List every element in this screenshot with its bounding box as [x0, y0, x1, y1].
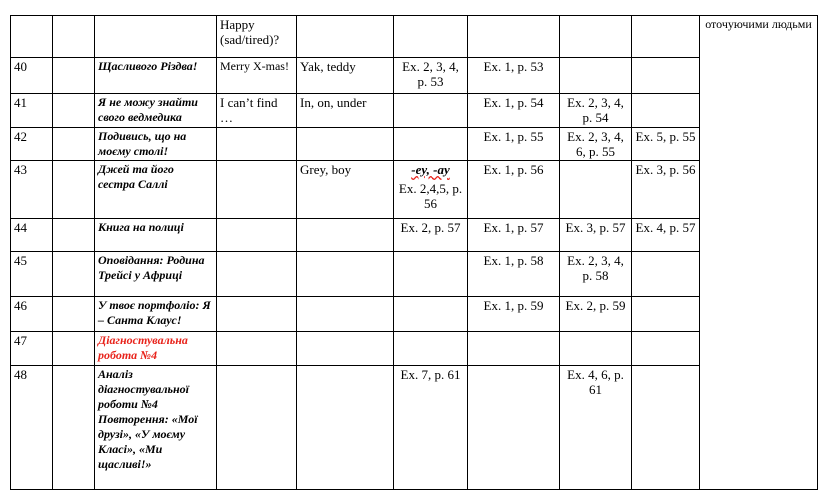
vocab-cell — [217, 128, 297, 161]
exercise-cell: Ex. 2, 3, 4, p. 54 — [560, 94, 632, 128]
table-cell — [95, 16, 217, 58]
words-cell: In, on, under — [297, 94, 394, 128]
lesson-topic: Аналіз діагностувальної роботи №4 Повторення: «Мої друзі», «У моєму Класі», «Ми щасливі!» — [95, 366, 217, 490]
table-row — [11, 366, 818, 490]
vocab-cell: I can’t find … — [217, 94, 297, 128]
table-row — [11, 58, 818, 94]
exercise-cell — [394, 94, 468, 128]
exercise-cell — [632, 94, 700, 128]
vocab-cell — [217, 332, 297, 366]
exercise-cell: Ex. 2, 3, 4, p. 58 — [560, 252, 632, 297]
lesson-topic: Оповідання: Родина Трейсі у Африці — [95, 252, 217, 297]
exercise-cell: Ex. 1, p. 57 — [468, 219, 560, 252]
exercise-cell — [394, 297, 468, 332]
lesson-topic: Я не можу знайти свого ведмедика — [95, 94, 217, 128]
table-cell — [53, 128, 95, 161]
lesson-number: 40 — [11, 58, 53, 94]
vocab-cell — [217, 219, 297, 252]
table-row — [11, 16, 818, 58]
exercise-cell — [632, 297, 700, 332]
table-cell — [53, 297, 95, 332]
exercise-cell: Ex. 1, p. 53 — [468, 58, 560, 94]
exercise-cell — [468, 366, 560, 490]
table-cell — [53, 219, 95, 252]
table-cell — [53, 16, 95, 58]
table-cell — [468, 16, 560, 58]
last-column-cell: оточуючими людьми — [700, 16, 818, 490]
exercise-cell: Ex. 1, p. 59 — [468, 297, 560, 332]
lesson-topic: У твоє портфоліо: Я – Санта Клаус! — [95, 297, 217, 332]
vocab-cell: Merry X-mas! — [217, 58, 297, 94]
table-cell — [11, 16, 53, 58]
lesson-plan-table — [10, 15, 818, 490]
table-row — [11, 252, 818, 297]
table-cell — [53, 332, 95, 366]
exercise-text: Ex. 2,4,5, p. 56 — [398, 181, 463, 211]
table-row — [11, 332, 818, 366]
vocab-cell: Happy (sad/tired)? — [217, 16, 297, 58]
table-cell — [53, 94, 95, 128]
exercise-cell — [560, 161, 632, 219]
lesson-topic: Щасливого Різдва! — [95, 58, 217, 94]
exercise-cell — [394, 161, 468, 219]
table-cell — [394, 16, 468, 58]
exercise-cell: Ex. 4, p. 57 — [632, 219, 700, 252]
exercise-cell: Ex. 2, 3, 4, 6, p. 55 — [560, 128, 632, 161]
lesson-number: 43 — [11, 161, 53, 219]
vocab-cell — [217, 297, 297, 332]
words-cell: Grey, boy — [297, 161, 394, 219]
lesson-number: 44 — [11, 219, 53, 252]
exercise-cell: Ex. 2, p. 57 — [394, 219, 468, 252]
exercise-cell — [394, 332, 468, 366]
table-row — [11, 297, 818, 332]
exercise-cell: Ex. 1, p. 56 — [468, 161, 560, 219]
words-cell — [297, 128, 394, 161]
lesson-number: 41 — [11, 94, 53, 128]
exercise-cell — [560, 58, 632, 94]
exercise-cell: Ex. 5, p. 55 — [632, 128, 700, 161]
lesson-topic: Подивись, що на моєму столі! — [95, 128, 217, 161]
exercise-cell: Ex. 1, p. 54 — [468, 94, 560, 128]
exercise-cell — [632, 332, 700, 366]
words-cell — [297, 219, 394, 252]
lesson-topic: Джей та його сестра Саллі — [95, 161, 217, 219]
exercise-cell — [632, 366, 700, 490]
vocab-cell — [217, 252, 297, 297]
table-cell — [53, 252, 95, 297]
exercise-cell: Ex. 2, p. 59 — [560, 297, 632, 332]
table-cell — [53, 161, 95, 219]
exercise-cell: Ex. 2, 3, 4, p. 53 — [394, 58, 468, 94]
sound-combination: -ey, -ay — [411, 162, 450, 177]
exercise-cell — [560, 332, 632, 366]
exercise-cell — [394, 128, 468, 161]
exercise-cell: Ex. 3, p. 56 — [632, 161, 700, 219]
exercise-cell: Ex. 3, p. 57 — [560, 219, 632, 252]
table-cell — [53, 58, 95, 94]
words-cell: Yak, teddy — [297, 58, 394, 94]
lesson-number: 47 — [11, 332, 53, 366]
exercise-cell — [632, 58, 700, 94]
table-cell — [632, 16, 700, 58]
table-cell — [297, 16, 394, 58]
table-row — [11, 128, 818, 161]
table-row — [11, 161, 818, 219]
words-cell — [297, 297, 394, 332]
lesson-number: 45 — [11, 252, 53, 297]
exercise-cell: Ex. 7, p. 61 — [394, 366, 468, 490]
lesson-number: 48 — [11, 366, 53, 490]
vocab-cell — [217, 161, 297, 219]
lesson-number: 42 — [11, 128, 53, 161]
vocab-cell — [217, 366, 297, 490]
exercise-cell — [632, 252, 700, 297]
lesson-number: 46 — [11, 297, 53, 332]
table-cell — [53, 366, 95, 490]
table-row — [11, 94, 818, 128]
exercise-cell: Ex. 1, p. 58 — [468, 252, 560, 297]
exercise-cell — [468, 332, 560, 366]
table-row — [11, 219, 818, 252]
lesson-topic: Книга на полиці — [95, 219, 217, 252]
exercise-cell: Ex. 4, 6, p. 61 — [560, 366, 632, 490]
lesson-topic: Діагностувальна робота №4 — [95, 332, 217, 366]
exercise-cell — [394, 252, 468, 297]
exercise-cell: Ex. 1, p. 55 — [468, 128, 560, 161]
words-cell — [297, 366, 394, 490]
table-cell — [560, 16, 632, 58]
words-cell — [297, 332, 394, 366]
words-cell — [297, 252, 394, 297]
